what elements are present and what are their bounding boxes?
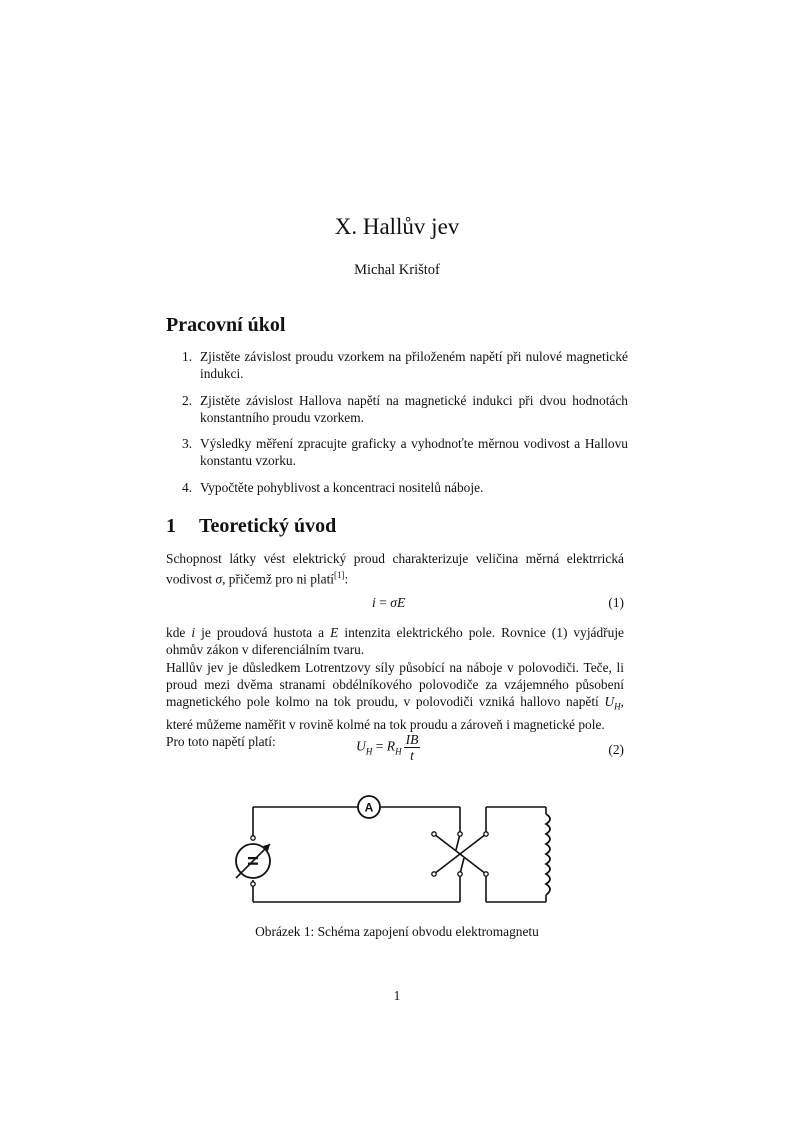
ammeter-label: A [364,800,374,815]
task-item-text: Vypočtěte pohyblivost a koncentraci nositelů náboje. [200,479,484,495]
theory-intro-paragraph: Schopnost látky vést elektrický proud charakterizuje veličina měrná elektrrická vodivost σ, přičemž pro ni platí[1]: [166,551,624,587]
sigma-symbol: σ [215,571,223,587]
task-item [166,348,628,382]
source-label: = [247,851,259,873]
section-number: 1 [166,515,176,537]
task-item [166,479,628,496]
task-item-text: Zjistěte závislost proudu vzorkem na přiloženém napětí při nulové magnetické indukci. [200,349,628,381]
task-item-number: 1. [182,349,193,364]
task-item-text: Zjistěte závislost Hallova napětí na magnetické indukci při dvou hodnotách konstantního proudu vzorkem. [200,392,628,425]
document-title: X. Hallův jev [334,214,460,239]
task-item-number: 2. [182,392,193,408]
citation: [1] [334,570,345,581]
equation-2-number: (2) [608,742,624,757]
task-item-number: 4. [182,479,193,495]
task-item [166,392,628,426]
theory-heading [166,515,336,538]
circuit-diagram [228,792,568,912]
figure-caption: Obrázek 1: Schéma zapojení obvodu elektromagnetu [255,924,539,939]
task-item-text: Výsledky měření zpracujte graficky a vyhodnoťte měrnou vodivost a Hallovu konstantu vzorku. [200,436,628,468]
task-heading: Pracovní úkol [166,314,286,336]
task-item [166,435,628,469]
task-list [166,348,628,505]
task-item-number: 3. [182,436,193,451]
document-author: Michal Krištof [354,262,440,278]
section-title: Teoretický úvod [199,515,337,537]
equation-1: i = σE [372,595,406,610]
theory-body-paragraph: kde i je proudová hustota a E intenzita elektrického pole. Rovnice (1) vyjádřuje ohmův zákon v diferenciálním tvaru. Hallův jev je důsledkem Lotrentzovy síly působící na náboje v polovodiči. Teče, li proud mezi dvěma stranami obdélníkového polovodiče za vzájemného působení magnetického pole kolmo na tok proudu, v polovodiči vzniká hallovo napětí $U_H$, které můžeme naměřit v rovině kolmé na tok proudu a zároveň i magnetické pole. Pro toto napětí platí: [166,625,625,750]
equation-1-number: (1) [608,595,624,610]
page-number: 1 [393,988,401,1003]
equation-2: $U_H = R_H$ $\frac{IB}{t}$ [356,732,419,763]
